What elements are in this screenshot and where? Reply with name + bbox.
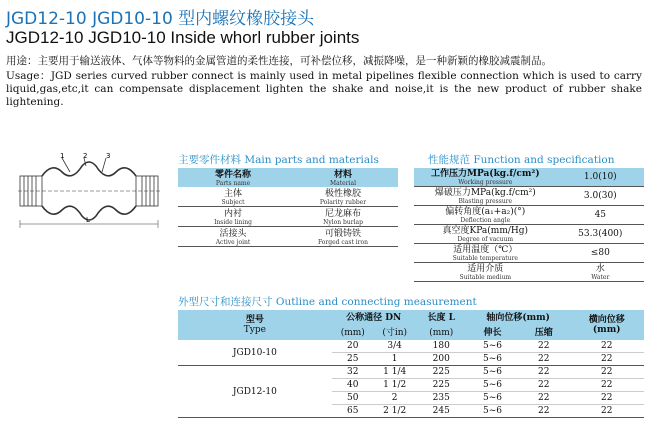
dim-extension: 5~6 [467,405,518,418]
part-material-cn: 尼龙麻布 [324,209,361,219]
diagram-label-2: 2 [83,152,88,160]
parts-header-row [178,168,398,187]
dim-dn-inch: 3/4 [374,340,416,353]
performance-value: 1.0(10) [557,168,644,187]
rubber-body-top [42,162,136,176]
dimensions-table [178,310,644,418]
dim-compression: 22 [518,366,569,379]
part-name-en: Inside lining [214,219,252,226]
dim-dn-inch: 2 1/2 [374,405,416,418]
title-english: JGD12-10 JGD10-10 Inside whorl rubber joints [6,28,360,47]
dim-header-lateral-unit: (mm) [592,325,621,335]
dim-type-cell: JGD10-10 [178,340,332,366]
parts-row [178,187,398,207]
dim-dn-mm: 20 [332,340,374,353]
dim-dn-mm: 40 [332,379,374,392]
dim-dn-inch: 2 [374,392,416,405]
parts-header-material [288,168,398,187]
performance-row [414,206,644,225]
dim-header-mm: (mm) [340,327,365,338]
joint-drawing [18,152,160,232]
dim-lateral: 22 [569,392,644,405]
parts-section-title: 主要零件材料 Main parts and materials [178,154,379,166]
performance-row [414,244,644,263]
dim-header-type [178,310,332,340]
performance-value: 3.0(30) [557,187,644,206]
parts-header-material-cn: 材料 [333,170,352,180]
part-material-cn: 可锻铸铁 [324,229,361,239]
dim-dn-inch: 1 [374,353,416,366]
dim-header-type-en: Type [243,325,266,335]
dim-length: 225 [416,366,467,379]
dim-extension: 5~6 [467,366,518,379]
parts-header-name [178,168,288,187]
performance-label-en: Deflection angle [460,217,511,224]
diagram-label-3: 3 [106,152,111,160]
dim-header-dn: 公称通径 DN [346,312,402,323]
performance-label-cn: 适用介质 [467,264,504,274]
dim-lateral: 22 [569,366,644,379]
parts-row [178,207,398,227]
dimensions-row [178,340,644,353]
parts-header-material-en: Material [330,180,356,187]
usage-chinese: 用途：主要用于输送液体、气体等物料的金属管道的柔性连接，可补偿位移，减振降噪，是一种新颖的橡胶减震制品。 [6,55,552,67]
parts-row [178,227,398,247]
performance-value: 45 [557,206,644,225]
performance-row [414,225,644,244]
dim-lateral: 22 [569,379,644,392]
dim-header-type-cn: 型号 [245,315,264,325]
dim-extension: 5~6 [467,353,518,366]
part-name-cn: 内衬 [223,209,242,219]
dim-lateral: 22 [569,353,644,366]
part-material-cn: 极性橡胶 [324,189,361,199]
dim-extension: 5~6 [467,379,518,392]
dim-dn-mm: 65 [332,405,374,418]
performance-value: ≤80 [557,244,644,263]
diagram-label-1: 1 [60,152,65,160]
part-name-cn: 活接头 [219,229,247,239]
dim-compression: 22 [518,392,569,405]
parts-header-name-cn: 零件名称 [214,170,251,180]
dim-type-cell: JGD12-10 [178,366,332,418]
dim-header-compression: 压缩 [534,327,553,338]
dim-header-length: 长度 L [427,312,455,323]
dim-compression: 22 [518,340,569,353]
dim-header-inch: (寸in) [382,327,408,338]
dim-dn-mm: 25 [332,353,374,366]
performance-label-en: Working pressure [458,179,513,186]
performance-row [414,263,644,282]
dim-length: 180 [416,340,467,353]
part-name-en: Active joint [215,239,251,246]
performance-label-cn: 爆破压力MPa(kg.f/cm²) [434,188,536,198]
dim-length: 245 [416,405,467,418]
usage-text [6,55,642,111]
dim-extension: 5~6 [467,392,518,405]
performance-value: 53.3(400) [557,225,644,244]
performance-label-en: Degree of vacuum [457,236,514,243]
dim-header-axial: 轴向位移(mm) [486,312,550,323]
performance-label-cn: 真空度KPa(mm/Hg) [442,226,529,236]
dim-dn-inch: 1 1/4 [374,366,416,379]
dim-compression: 22 [518,379,569,392]
dim-header-lateral-label: 横向位移 [588,315,625,325]
dimensions-section-title: 外型尺寸和连接尺寸 Outline and connecting measurement [178,296,477,308]
dim-length: 200 [416,353,467,366]
part-material-en: Nylon burlap [323,219,363,226]
dim-header-length-unit: (mm) [429,327,454,338]
performance-label-cn: 偏转角度(a₁+a₂)(°) [445,207,526,217]
dim-header-lateral [569,310,644,340]
performance-label-cn: 适用温度（℃） [453,245,518,255]
performance-label-cn: 工作压力MPa(kg.f/cm²) [430,169,540,179]
performance-value-en: Water [591,274,610,281]
performance-section-title: 性能规范 Function and specification [428,154,615,166]
performance-value: 水 [595,264,605,274]
part-material-en: Polarity rubber [319,199,367,206]
performance-table [414,168,644,282]
dim-compression: 22 [518,353,569,366]
dim-header-extension: 伸长 [483,327,502,338]
dimensions-header-row [178,310,644,325]
dim-length: 225 [416,379,467,392]
part-material-en: Forged cast iron [317,239,369,246]
dim-length: 235 [416,392,467,405]
dim-dn-mm: 50 [332,392,374,405]
part-name-en: Subject [221,199,245,206]
dim-lateral: 22 [569,405,644,418]
dim-lateral: 22 [569,340,644,353]
parts-header-name-en: Parts name [215,180,251,187]
dim-dn-mm: 32 [332,366,374,379]
title-chinese: JGD12-10 JGD10-10 型内螺纹橡胶接头 [6,9,315,29]
dim-extension: 5~6 [467,340,518,353]
performance-row [414,168,644,187]
dimensions-row [178,366,644,379]
performance-label-en: Suitable temperature [452,255,518,262]
performance-row [414,187,644,206]
performance-label-en: Suitable medium [459,274,512,281]
dim-dn-inch: 1 1/2 [374,379,416,392]
performance-label-en: Blasting pressure [458,198,513,205]
dim-compression: 22 [518,405,569,418]
diagram-length-label: L [86,216,90,224]
parts-table [178,168,398,247]
part-name-cn: 主体 [223,189,242,199]
usage-english: Usage：JGD series curved rubber connect is mainly used in metal pipelines flexible connection which is used to carry liquid,gas,etc,it can compensate displacement lighten the shake and noise,it is the new product of rubber shake lightening. [6,70,642,108]
